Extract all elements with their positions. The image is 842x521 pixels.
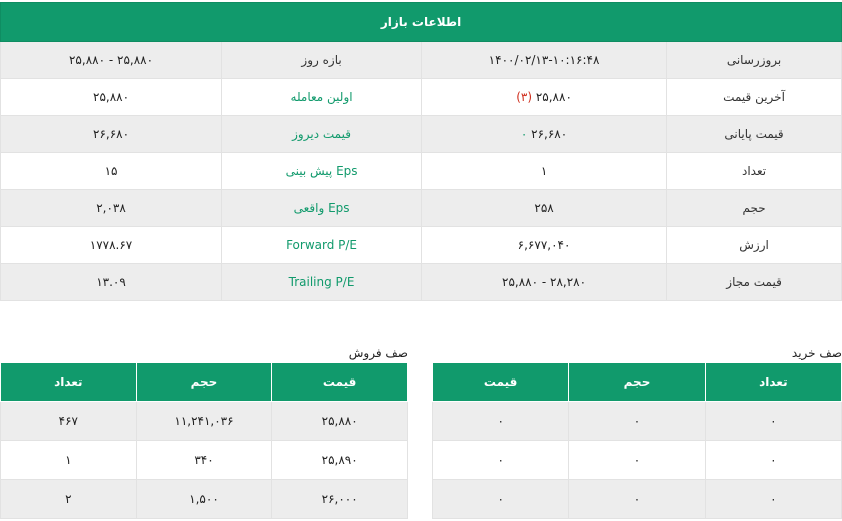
label-eps-forecast: Eps پیش بینی (222, 153, 422, 190)
value-closing-price (422, 116, 667, 153)
closing-price-number: ۲۶,۶۸۰ (531, 127, 568, 141)
sell-header-price: قیمت (272, 363, 408, 402)
sell-header-count: تعداد (1, 363, 137, 402)
closing-price-change: ۰ (520, 127, 528, 141)
buy-count: ۰ (705, 480, 841, 519)
buy-queue-title: صف خرید (791, 346, 842, 360)
label-closing-price: قیمت پایانی (667, 116, 842, 153)
sell-volume: ۱,۵۰۰ (136, 480, 272, 519)
buy-header-volume: حجم (569, 363, 705, 402)
sell-count: ۴۶۷ (1, 402, 137, 441)
value-first-trade: ۲۵,۸۸۰ (1, 79, 222, 116)
table-row (1, 116, 842, 153)
table-row (433, 480, 842, 519)
value-forward-pe: ۱۷۷۸.۶۷ (1, 227, 222, 264)
label-day-range: بازه روز (222, 42, 422, 79)
buy-queue-table (432, 362, 842, 519)
buy-volume: ۰ (569, 480, 705, 519)
value-trade-count: ۱ (422, 153, 667, 190)
label-allowed-price: قیمت مجاز (667, 264, 842, 301)
value-volume: ۲۵۸ (422, 190, 667, 227)
sell-price: ۲۵,۸۸۰ (272, 402, 408, 441)
value-yesterday-price: ۲۶,۶۸۰ (1, 116, 222, 153)
buy-header-price: قیمت (433, 363, 569, 402)
label-last-price: آخرین قیمت (667, 79, 842, 116)
sell-queue-title: صف فروش (348, 346, 408, 360)
value-eps-actual: ۲,۰۳۸ (1, 190, 222, 227)
value-update-time: ۱۴۰۰/۰۲/۱۳-۱۰:۱۶:۴۸ (422, 42, 667, 79)
market-info-title: اطلاعات بازار (1, 3, 842, 42)
sell-header-volume: حجم (136, 363, 272, 402)
table-row (1, 190, 842, 227)
label-volume: حجم (667, 190, 842, 227)
table-row (1, 402, 408, 441)
table-row (1, 153, 842, 190)
label-update-time: بروزرسانی (667, 42, 842, 79)
value-last-price (422, 79, 667, 116)
value-eps-forecast: ۱۵ (1, 153, 222, 190)
label-yesterday-price: قیمت دیروز (222, 116, 422, 153)
value-allowed-price: ۲۸,۲۸۰ - ۲۵,۸۸۰ (422, 264, 667, 301)
value-trailing-pe: ۱۳.۰۹ (1, 264, 222, 301)
table-row (1, 480, 408, 519)
label-trailing-pe: Trailing P/E (222, 264, 422, 301)
sell-volume: ۱۱,۲۴۱,۰۳۶ (136, 402, 272, 441)
sell-price: ۲۵,۸۹۰ (272, 441, 408, 480)
sell-count: ۲ (1, 480, 137, 519)
label-first-trade: اولین معامله (222, 79, 422, 116)
buy-price: ۰ (433, 480, 569, 519)
table-row (1, 264, 842, 301)
table-row (1, 79, 842, 116)
last-price-number: ۲۵,۸۸۰ (535, 90, 572, 104)
value-day-range: ۲۵,۸۸۰ - ۲۵,۸۸۰ (1, 42, 222, 79)
last-price-change: (۳) (516, 90, 533, 104)
table-row (1, 42, 842, 79)
label-value: ارزش (667, 227, 842, 264)
label-forward-pe: Forward P/E (222, 227, 422, 264)
sell-count: ۱ (1, 441, 137, 480)
sell-volume: ۳۴۰ (136, 441, 272, 480)
market-info-table (0, 2, 842, 301)
buy-volume: ۰ (569, 441, 705, 480)
table-row (1, 227, 842, 264)
label-eps-actual: Eps واقعی (222, 190, 422, 227)
buy-price: ۰ (433, 402, 569, 441)
table-row (1, 441, 408, 480)
table-row (433, 441, 842, 480)
buy-count: ۰ (705, 402, 841, 441)
buy-count: ۰ (705, 441, 841, 480)
sell-queue-table (0, 362, 408, 519)
buy-volume: ۰ (569, 402, 705, 441)
buy-price: ۰ (433, 441, 569, 480)
sell-price: ۲۶,۰۰۰ (272, 480, 408, 519)
label-trade-count: تعداد (667, 153, 842, 190)
value-value: ۶,۶۷۷,۰۴۰ (422, 227, 667, 264)
buy-header-count: تعداد (705, 363, 841, 402)
table-row (433, 402, 842, 441)
